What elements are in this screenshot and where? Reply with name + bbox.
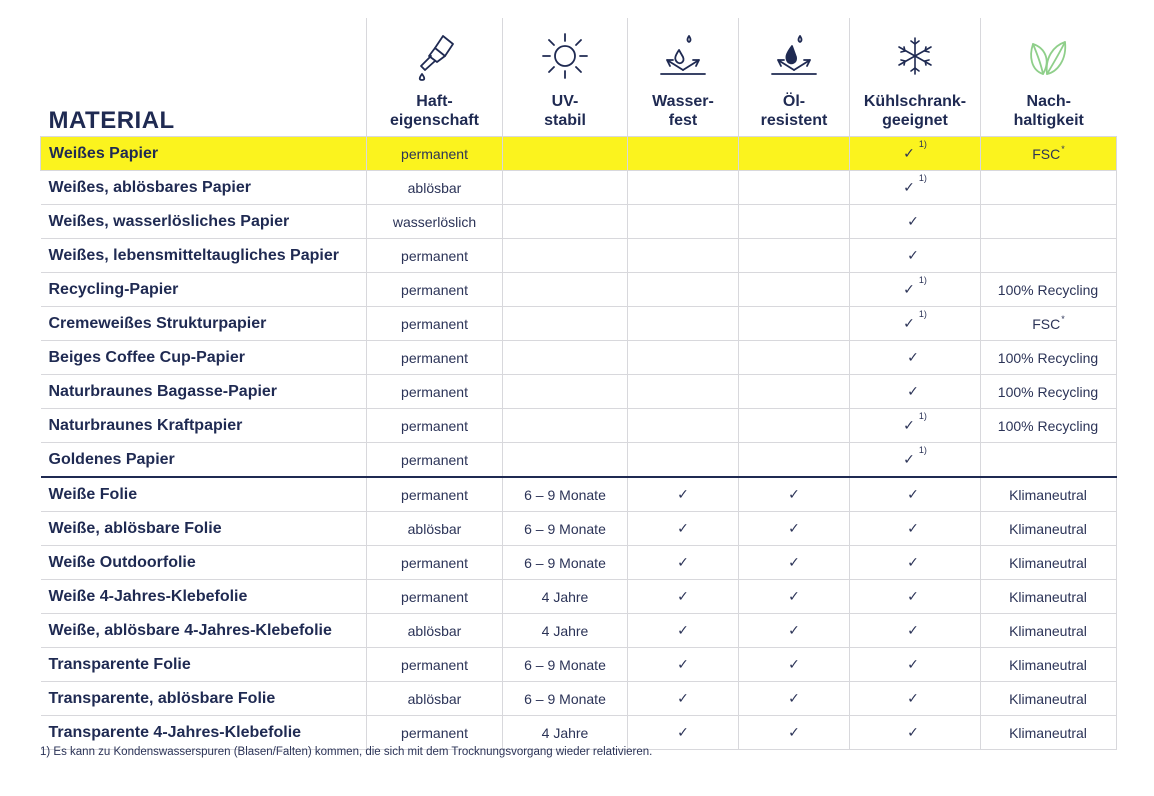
uv-cell [503, 239, 628, 273]
uv-cell [503, 443, 628, 478]
nach-cell-value: Klimaneutral [1009, 486, 1087, 503]
haft-cell-value: wasserlöslich [392, 213, 477, 230]
uv-cell [503, 375, 628, 409]
table-row [41, 171, 1117, 205]
haft-cell-value: ablösbar [407, 622, 462, 639]
table-row [41, 375, 1117, 409]
uv-cell [503, 546, 628, 580]
kuehl-cell [850, 375, 981, 409]
wasser-cell-value: ✓ [677, 554, 689, 570]
oil-drop-icon [766, 30, 822, 82]
oel-cell-value: ✓ [788, 588, 800, 604]
wasser-cell [628, 341, 739, 375]
uv-cell [503, 648, 628, 682]
nach-cell-value: 100% Recycling [997, 349, 1099, 366]
haft-cell [367, 375, 503, 409]
nach-cell [981, 443, 1117, 478]
oel-cell [739, 682, 850, 716]
table-row [41, 137, 1117, 171]
header-wasser: Wasser- fest [628, 18, 739, 137]
haft-cell [367, 341, 503, 375]
footnote-ref: 1) [918, 173, 927, 183]
snowflake-icon [887, 30, 943, 82]
table-row [41, 273, 1117, 307]
material-rows [41, 137, 1117, 750]
haft-cell [367, 137, 503, 171]
wasser-cell-value: ✓ [677, 588, 689, 604]
wasser-cell [628, 443, 739, 478]
haft-cell [367, 580, 503, 614]
kuehl-cell [850, 477, 981, 512]
uv-cell [503, 512, 628, 546]
haft-cell-value: permanent [401, 554, 468, 571]
table-row [41, 580, 1117, 614]
uv-cell [503, 307, 628, 341]
uv-cell [503, 477, 628, 512]
material-name: Weißes, ablösbares Papier [41, 171, 367, 205]
kuehl-cell-value: ✓ [907, 690, 919, 706]
table-header-row [41, 18, 1117, 137]
table-row [41, 614, 1117, 648]
kuehl-cell-value: ✓ [907, 724, 919, 740]
nach-cell-value: 100% Recycling [997, 383, 1099, 400]
haft-cell [367, 614, 503, 648]
nach-cell-value: Klimaneutral [1009, 520, 1087, 537]
kuehl-cell [850, 307, 981, 341]
haft-cell [367, 239, 503, 273]
water-drop-icon [655, 30, 711, 82]
haft-cell-value: permanent [401, 417, 468, 434]
oel-cell-value: ✓ [788, 724, 800, 740]
uv-cell-value: 6 – 9 Monate [524, 520, 606, 537]
oel-cell [739, 546, 850, 580]
nach-cell [981, 580, 1117, 614]
kuehl-cell-value: ✓ [907, 486, 919, 502]
table-row [41, 477, 1117, 512]
material-name: Transparente Folie [41, 648, 367, 682]
haft-cell-value: permanent [401, 145, 468, 162]
haft-cell-value: permanent [401, 486, 468, 503]
nach-cell-value: Klimaneutral [1009, 724, 1087, 741]
wasser-cell [628, 171, 739, 205]
material-name: Weißes, lebensmitteltaugliches Papier [41, 239, 367, 273]
nach-cell [981, 648, 1117, 682]
nach-cell [981, 716, 1117, 750]
wasser-cell [628, 716, 739, 750]
kuehl-cell [850, 512, 981, 546]
haft-cell [367, 546, 503, 580]
oel-cell [739, 443, 850, 478]
kuehl-cell [850, 716, 981, 750]
oel-cell-value: ✓ [788, 520, 800, 536]
nach-cell [981, 273, 1117, 307]
footnote-ref: 1) [918, 139, 927, 149]
haft-cell [367, 307, 503, 341]
kuehl-cell [850, 580, 981, 614]
wasser-cell [628, 512, 739, 546]
header-uv: UV- stabil [503, 18, 628, 137]
uv-cell-value: 4 Jahre [541, 724, 589, 741]
wasser-cell-value: ✓ [677, 656, 689, 672]
wasser-cell [628, 682, 739, 716]
kuehl-cell-value: ✓ [907, 520, 919, 536]
nach-cell [981, 512, 1117, 546]
uv-cell-value: 6 – 9 Monate [524, 690, 606, 707]
kuehl-cell [850, 171, 981, 205]
footnote: 1) Es kann zu Kondenswasserspuren (Blasen/Falten) kommen, die sich mit dem Trocknungsvorgang wieder relativieren. [40, 746, 653, 758]
footnote-ref: 1) [918, 309, 927, 319]
uv-cell [503, 409, 628, 443]
table-row [41, 682, 1117, 716]
material-name: Weiße, ablösbare Folie [41, 512, 367, 546]
nach-cell-value: Klimaneutral [1009, 656, 1087, 673]
nach-cell [981, 682, 1117, 716]
oel-cell [739, 375, 850, 409]
material-name: Weiße Folie [41, 477, 367, 512]
oel-cell [739, 205, 850, 239]
material-name: Goldenes Papier [41, 443, 367, 478]
wasser-cell [628, 205, 739, 239]
wasser-cell [628, 614, 739, 648]
haft-cell-value: permanent [401, 588, 468, 605]
haft-cell [367, 171, 503, 205]
oel-cell-value: ✓ [788, 656, 800, 672]
nach-cell-value: 100% Recycling [997, 281, 1099, 298]
footnote-ref: 1) [918, 445, 927, 455]
uv-cell [503, 614, 628, 648]
table-row [41, 307, 1117, 341]
nach-cell-value: 100% Recycling [997, 417, 1099, 434]
haft-cell-value: permanent [401, 315, 468, 332]
kuehl-cell [850, 273, 981, 307]
glue-bottle-icon [407, 30, 463, 82]
wasser-cell [628, 580, 739, 614]
kuehl-cell-value: ✓ [907, 588, 919, 604]
nach-cell-value: Klimaneutral [1009, 554, 1087, 571]
wasser-cell [628, 239, 739, 273]
haft-cell [367, 716, 503, 750]
kuehl-cell-value: ✓ [907, 383, 919, 399]
material-table-wrapper [40, 18, 1116, 750]
nach-cell [981, 409, 1117, 443]
table-row [41, 443, 1117, 478]
kuehl-cell-value: ✓ [907, 656, 919, 672]
material-name: Recycling-Papier [41, 273, 367, 307]
nach-cell-value: FSC [1032, 145, 1061, 162]
nach-cell-value: Klimaneutral [1009, 622, 1087, 639]
uv-cell [503, 716, 628, 750]
kuehl-cell-value: ✓ [903, 179, 915, 195]
kuehl-cell-value: ✓ [903, 145, 915, 161]
kuehl-cell [850, 614, 981, 648]
wasser-cell [628, 137, 739, 171]
haft-cell [367, 443, 503, 478]
uv-cell-value: 6 – 9 Monate [524, 554, 606, 571]
material-name: Weiße, ablösbare 4-Jahres-Klebefolie [41, 614, 367, 648]
oel-cell [739, 137, 850, 171]
wasser-cell [628, 273, 739, 307]
wasser-cell [628, 375, 739, 409]
kuehl-cell [850, 443, 981, 478]
haft-cell [367, 648, 503, 682]
sun-icon [537, 30, 593, 82]
table-row [41, 205, 1117, 239]
nach-cell [981, 546, 1117, 580]
wasser-cell-value: ✓ [677, 724, 689, 740]
kuehl-cell [850, 546, 981, 580]
nach-cell [981, 205, 1117, 239]
nach-cell [981, 341, 1117, 375]
oel-cell [739, 614, 850, 648]
material-name: Weißes, wasserlösliches Papier [41, 205, 367, 239]
material-name: Cremeweißes Strukturpapier [41, 307, 367, 341]
oel-cell [739, 307, 850, 341]
table-row [41, 409, 1117, 443]
haft-cell-value: ablösbar [407, 520, 462, 537]
header-kuehl: Kühlschrank- geeignet [850, 18, 981, 137]
oel-cell [739, 648, 850, 682]
leaves-icon [1021, 30, 1077, 82]
haft-cell [367, 512, 503, 546]
oel-cell [739, 239, 850, 273]
kuehl-cell-value: ✓ [907, 247, 919, 263]
material-name: Transparente, ablösbare Folie [41, 682, 367, 716]
header-nach: Nach- haltigkeit [981, 18, 1117, 137]
uv-cell [503, 171, 628, 205]
kuehl-cell-value: ✓ [907, 213, 919, 229]
nach-cell [981, 375, 1117, 409]
uv-cell [503, 341, 628, 375]
haft-cell-value: ablösbar [407, 179, 462, 196]
nach-cell [981, 239, 1117, 273]
kuehl-cell-value: ✓ [907, 622, 919, 638]
haft-cell-value: permanent [401, 281, 468, 298]
haft-cell [367, 477, 503, 512]
haft-cell-value: permanent [401, 724, 468, 741]
oel-cell [739, 409, 850, 443]
kuehl-cell-value: ✓ [903, 417, 915, 433]
material-name: Naturbraunes Kraftpapier [41, 409, 367, 443]
oel-cell [739, 341, 850, 375]
nach-cell-value: Klimaneutral [1009, 690, 1087, 707]
haft-cell [367, 409, 503, 443]
uv-cell-value: 6 – 9 Monate [524, 486, 606, 503]
oel-cell-value: ✓ [788, 554, 800, 570]
oel-cell [739, 273, 850, 307]
footnote-ref: 1) [918, 411, 927, 421]
wasser-cell-value: ✓ [677, 520, 689, 536]
table-row [41, 716, 1117, 750]
asterisk-note: * [1061, 313, 1065, 324]
material-table [40, 18, 1117, 750]
nach-cell [981, 307, 1117, 341]
material-heading: MATERIAL [48, 107, 175, 134]
material-name: Weiße 4-Jahres-Klebefolie [41, 580, 367, 614]
uv-cell [503, 137, 628, 171]
header-haft: Haft- eigenschaft [367, 18, 503, 137]
table-row [41, 341, 1117, 375]
footnote-ref: 1) [918, 275, 927, 285]
haft-cell-value: permanent [401, 247, 468, 264]
nach-cell [981, 171, 1117, 205]
uv-cell [503, 273, 628, 307]
kuehl-cell [850, 341, 981, 375]
table-row [41, 546, 1117, 580]
material-name: Weiße Outdoorfolie [41, 546, 367, 580]
kuehl-cell [850, 137, 981, 171]
uv-cell [503, 682, 628, 716]
oel-cell [739, 477, 850, 512]
oel-cell [739, 512, 850, 546]
kuehl-cell [850, 205, 981, 239]
material-name: Transparente 4-Jahres-Klebefolie [41, 716, 367, 750]
kuehl-cell-value: ✓ [903, 281, 915, 297]
haft-cell-value: permanent [401, 383, 468, 400]
nach-cell-value: FSC [1032, 315, 1061, 332]
table-row [41, 512, 1117, 546]
material-name: Weißes Papier [41, 137, 367, 171]
material-name: Naturbraunes Bagasse-Papier [41, 375, 367, 409]
wasser-cell-value: ✓ [677, 690, 689, 706]
wasser-cell [628, 477, 739, 512]
oel-cell-value: ✓ [788, 622, 800, 638]
kuehl-cell-value: ✓ [907, 554, 919, 570]
kuehl-cell [850, 648, 981, 682]
oel-cell [739, 716, 850, 750]
wasser-cell [628, 546, 739, 580]
kuehl-cell-value: ✓ [903, 451, 915, 467]
kuehl-cell [850, 239, 981, 273]
header-oel: Öl- resistent [739, 18, 850, 137]
haft-cell [367, 273, 503, 307]
kuehl-cell [850, 409, 981, 443]
wasser-cell-value: ✓ [677, 622, 689, 638]
oel-cell-value: ✓ [788, 690, 800, 706]
haft-cell-value: permanent [401, 349, 468, 366]
nach-cell [981, 614, 1117, 648]
material-name: Beiges Coffee Cup-Papier [41, 341, 367, 375]
table-row [41, 239, 1117, 273]
uv-cell-value: 6 – 9 Monate [524, 656, 606, 673]
wasser-cell [628, 307, 739, 341]
oel-cell [739, 580, 850, 614]
kuehl-cell [850, 682, 981, 716]
uv-cell-value: 4 Jahre [541, 622, 589, 639]
oel-cell [739, 171, 850, 205]
oel-cell-value: ✓ [788, 486, 800, 502]
nach-cell-value: Klimaneutral [1009, 588, 1087, 605]
haft-cell [367, 205, 503, 239]
asterisk-note: * [1061, 143, 1065, 154]
kuehl-cell-value: ✓ [903, 315, 915, 331]
wasser-cell [628, 409, 739, 443]
haft-cell-value: ablösbar [407, 690, 462, 707]
kuehl-cell-value: ✓ [907, 349, 919, 365]
wasser-cell-value: ✓ [677, 486, 689, 502]
haft-cell-value: permanent [401, 656, 468, 673]
nach-cell [981, 137, 1117, 171]
haft-cell [367, 682, 503, 716]
uv-cell [503, 205, 628, 239]
table-row [41, 648, 1117, 682]
nach-cell [981, 477, 1117, 512]
haft-cell-value: permanent [401, 451, 468, 468]
uv-cell [503, 580, 628, 614]
wasser-cell [628, 648, 739, 682]
uv-cell-value: 4 Jahre [541, 588, 589, 605]
